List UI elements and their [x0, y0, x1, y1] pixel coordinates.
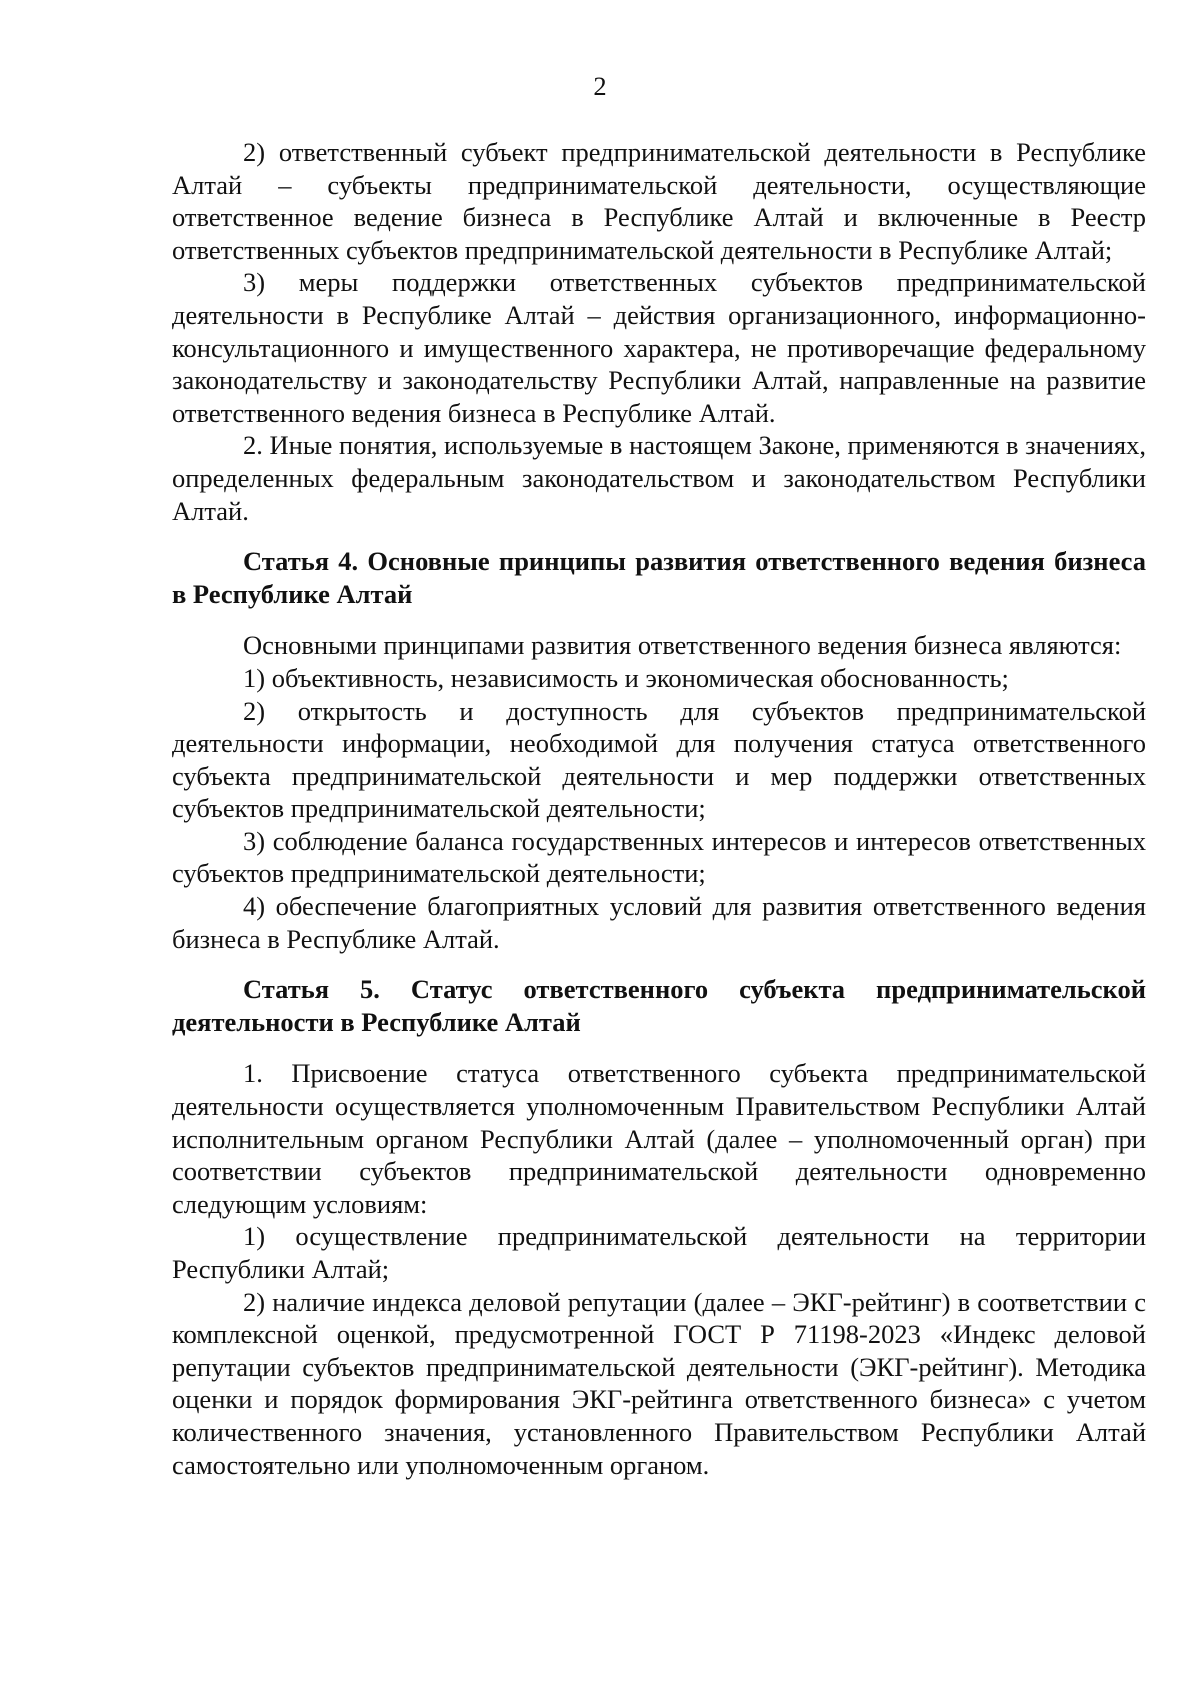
document-body [172, 136, 1146, 1481]
paragraph-principle-4: 4) обеспечение благоприятных условий для развития ответственного ведения бизнеса в Республике Алтай. [172, 891, 1146, 954]
paragraph-definition-3: 3) меры поддержки ответственных субъектов предпринимательской деятельности в Республике Алтай – действия организационного, информационно-консультационного и имущественного характера, не противоречащие федеральному законодательству и законодательству Республики Алтай, направленные на развитие ответственного ведения бизнеса в Республике Алтай. [172, 267, 1146, 428]
paragraph-status-assignment: 1. Присвоение статуса ответственного субъекта предпринимательской деятельности осуществляется уполномоченным Правительством Республики Алтай исполнительным органом Республики Алтай (далее – уполномоченный орган) при соответствии субъектов предпринимательской деятельности одновременно следующим условиям: [172, 1058, 1146, 1219]
article-4-heading: Статья 4. Основные принципы развития ответственного ведения бизнеса в Республике Алтай [172, 546, 1146, 609]
paragraph-other-terms: 2. Иные понятия, используемые в настоящем Законе, применяются в значениях, определенных федеральным законодательством и законодательством Республики Алтай. [172, 430, 1146, 526]
page-number: 2 [593, 71, 607, 101]
paragraph-condition-2: 2) наличие индекса деловой репутации (далее – ЭКГ-рейтинг) в соответствии с комплексной оценкой, предусмотренной ГОСТ Р 71198-2023 «Индекс деловой репутации субъектов предпринимательской деятельности (ЭКГ-рейтинг). Методика оценки и порядок формирования ЭКГ-рейтинга ответственного бизнеса» с учетом количественного значения, установленного Правительством Республики Алтай самостоятельно или уполномоченным органом. [172, 1286, 1146, 1480]
paragraph-definition-2: 2) ответственный субъект предпринимательской деятельности в Республике Алтай – субъекты предпринимательской деятельности, осуществляющие ответственное ведение бизнеса в Республике Алтай и включенные в Реестр ответственных субъектов предпринимательской деятельности в Республике Алтай; [172, 137, 1146, 265]
article-5-heading: Статья 5. Статус ответственного субъекта предпринимательской деятельности в Республике Алтай [172, 974, 1146, 1037]
paragraph-principles-intro: Основными принципами развития ответственного ведения бизнеса являются: [243, 630, 1122, 661]
paragraph-condition-1: 1) осуществление предпринимательской деятельности на территории Республики Алтай; [172, 1221, 1146, 1284]
paragraph-principle-3: 3) соблюдение баланса государственных интересов и интересов ответственных субъектов предпринимательской деятельности; [172, 825, 1146, 889]
paragraph-principle-2: 2) открытость и доступность для субъектов предпринимательской деятельности информации, необходимой для получения статуса ответственного субъекта предпринимательской деятельности и мер поддержки ответственных субъектов предпринимательской деятельности; [172, 695, 1146, 824]
paragraph-principle-1: 1) объективность, независимость и экономическая обоснованность; [243, 662, 1009, 693]
